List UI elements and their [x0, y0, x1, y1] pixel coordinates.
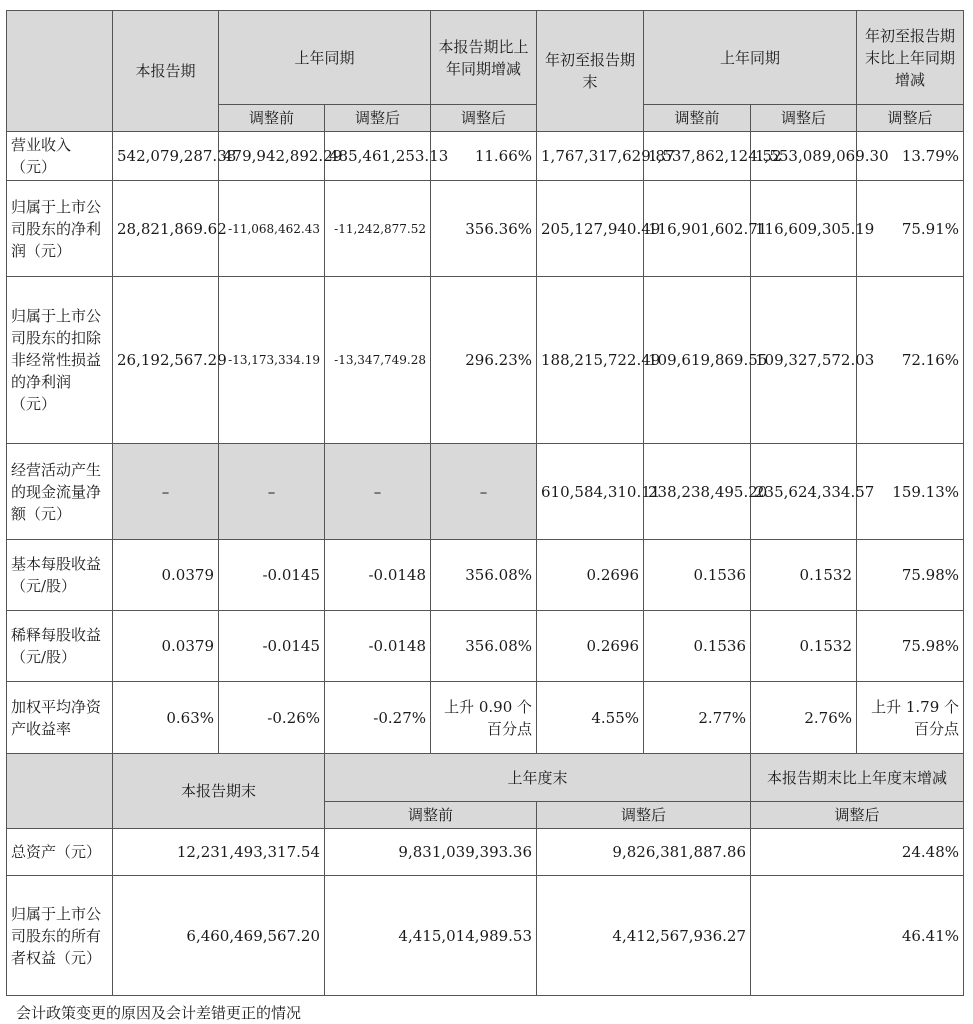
- header-after-adj: 调整后: [325, 105, 431, 132]
- change-pct-value: 296.23%: [431, 277, 537, 444]
- header-before-adj: 调整前: [219, 105, 325, 132]
- ytd-prior-before-adj-value: 0.1536: [644, 611, 751, 682]
- table-row: [7, 181, 964, 277]
- row-label: 归属于上市公司股东的净利润（元）: [7, 181, 113, 277]
- table-row: [7, 876, 964, 996]
- prior-after-adj-value: -11,242,877.52: [325, 181, 431, 277]
- period-end-value: 12,231,493,317.54: [113, 829, 325, 876]
- prior-before-adj-value: -0.0145: [219, 540, 325, 611]
- header2-after-adj: 调整后: [537, 802, 751, 829]
- prior-year-end-before-adj-value: 4,415,014,989.53: [325, 876, 537, 996]
- table-row: [7, 611, 964, 682]
- ytd-change-value: 13.79%: [857, 132, 964, 181]
- current-period-value: 0.0379: [113, 611, 219, 682]
- row-label: 归属于上市公司股东的扣除非经常性损益的净利润（元）: [7, 277, 113, 444]
- period-end-value: 6,460,469,567.20: [113, 876, 325, 996]
- ytd-value: 0.2696: [537, 611, 644, 682]
- prior-before-adj-value: -13,173,334.19: [219, 277, 325, 444]
- prior-before-adj-value: -11,068,462.43: [219, 181, 325, 277]
- header-after-adj-2: 调整后: [751, 105, 857, 132]
- table-row: [7, 829, 964, 876]
- row-label: 稀释每股收益（元/股）: [7, 611, 113, 682]
- ytd-prior-after-adj-value: 2.76%: [751, 682, 857, 754]
- current-period-value: 542,079,287.38: [113, 132, 219, 181]
- prior-after-adj-value: 485,461,253.13: [325, 132, 431, 181]
- table-row: [7, 540, 964, 611]
- header2-before-adj: 调整前: [325, 802, 537, 829]
- change-vs-prior-year-end-value: 46.41%: [751, 876, 964, 996]
- prior-before-adj-value: -0.26%: [219, 682, 325, 754]
- ytd-value: 610,584,310.11: [537, 444, 644, 540]
- row-label: 经营活动产生的现金流量净额（元）: [7, 444, 113, 540]
- ytd-value: 188,215,722.49: [537, 277, 644, 444]
- ytd-change-value: 72.16%: [857, 277, 964, 444]
- header-ytd-change: 年初至报告期末比上年同期增减: [857, 11, 964, 105]
- financial-summary-table: [6, 10, 964, 996]
- current-period-value: –: [113, 444, 219, 540]
- current-period-value: 0.0379: [113, 540, 219, 611]
- table-row: [7, 444, 964, 540]
- change-pct-value: 356.08%: [431, 611, 537, 682]
- ytd-prior-after-adj-value: 0.1532: [751, 611, 857, 682]
- prior-before-adj-value: 479,942,892.29: [219, 132, 325, 181]
- footer-note: 会计政策变更的原因及会计差错更正的情况: [16, 1004, 302, 1022]
- row-label: 归属于上市公司股东的所有者权益（元）: [7, 876, 113, 996]
- ytd-change-value: 75.98%: [857, 540, 964, 611]
- header2-prior-year-end: 上年度末: [325, 754, 751, 802]
- ytd-prior-after-adj-value: 0.1532: [751, 540, 857, 611]
- ytd-prior-before-adj-value: 109,619,869.55: [644, 277, 751, 444]
- change-pct-value: 11.66%: [431, 132, 537, 181]
- prior-year-end-after-adj-value: 4,412,567,936.27: [537, 876, 751, 996]
- current-period-value: 0.63%: [113, 682, 219, 754]
- ytd-change-value: 159.13%: [857, 444, 964, 540]
- change-pct-value: 356.08%: [431, 540, 537, 611]
- table-row: [7, 682, 964, 754]
- ytd-prior-after-adj-value: 116,609,305.19: [751, 181, 857, 277]
- table-row: [7, 132, 964, 181]
- ytd-value: 4.55%: [537, 682, 644, 754]
- change-pct-value: 356.36%: [431, 181, 537, 277]
- ytd-prior-after-adj-value: 109,327,572.03: [751, 277, 857, 444]
- ytd-prior-before-adj-value: 116,901,602.71: [644, 181, 751, 277]
- ytd-change-value: 上升 1.79 个百分点: [857, 682, 964, 754]
- header2-change-vs-prior-year-end: 本报告期末比上年度末增减: [751, 754, 964, 802]
- row-label: 营业收入（元）: [7, 132, 113, 181]
- prior-after-adj-value: -13,347,749.28: [325, 277, 431, 444]
- prior-before-adj-value: -0.0145: [219, 611, 325, 682]
- ytd-prior-before-adj-value: 2.77%: [644, 682, 751, 754]
- ytd-prior-after-adj-value: 1,553,089,069.30: [751, 132, 857, 181]
- ytd-prior-before-adj-value: 238,238,495.20: [644, 444, 751, 540]
- current-period-value: 28,821,869.62: [113, 181, 219, 277]
- header-change-after-adj: 调整后: [431, 105, 537, 132]
- ytd-change-value: 75.98%: [857, 611, 964, 682]
- row-label: 加权平均净资产收益率: [7, 682, 113, 754]
- header-ytd: 年初至报告期末: [537, 11, 644, 132]
- ytd-prior-before-adj-value: 0.1536: [644, 540, 751, 611]
- ytd-value: 0.2696: [537, 540, 644, 611]
- prior-before-adj-value: –: [219, 444, 325, 540]
- row-label: 总资产（元）: [7, 829, 113, 876]
- header-before-adj-2: 调整前: [644, 105, 751, 132]
- header2-change-after-adj: 调整后: [751, 802, 964, 829]
- row-label: 基本每股收益（元/股）: [7, 540, 113, 611]
- current-period-value: 26,192,567.29: [113, 277, 219, 444]
- header-ytd-change-after-adj: 调整后: [857, 105, 964, 132]
- prior-after-adj-value: -0.27%: [325, 682, 431, 754]
- header2-period-end: 本报告期末: [113, 754, 325, 829]
- header-blank-cell: [7, 11, 113, 132]
- change-vs-prior-year-end-value: 24.48%: [751, 829, 964, 876]
- ytd-value: 205,127,940.49: [537, 181, 644, 277]
- ytd-prior-before-adj-value: 1,537,862,124.52: [644, 132, 751, 181]
- header-prior-same-period-2: 上年同期: [644, 11, 857, 105]
- prior-after-adj-value: -0.0148: [325, 540, 431, 611]
- change-pct-value: 上升 0.90 个百分点: [431, 682, 537, 754]
- header-change-pct: 本报告期比上年同期增减: [431, 11, 537, 105]
- prior-after-adj-value: –: [325, 444, 431, 540]
- header2-blank-cell: [7, 754, 113, 829]
- prior-year-end-before-adj-value: 9,831,039,393.36: [325, 829, 537, 876]
- ytd-change-value: 75.91%: [857, 181, 964, 277]
- change-pct-value: –: [431, 444, 537, 540]
- header-prior-same-period: 上年同期: [219, 11, 431, 105]
- ytd-prior-after-adj-value: 235,624,334.57: [751, 444, 857, 540]
- table-row: [7, 277, 964, 444]
- prior-year-end-after-adj-value: 9,826,381,887.86: [537, 829, 751, 876]
- header-current-period: 本报告期: [113, 11, 219, 132]
- prior-after-adj-value: -0.0148: [325, 611, 431, 682]
- ytd-value: 1,767,317,629.87: [537, 132, 644, 181]
